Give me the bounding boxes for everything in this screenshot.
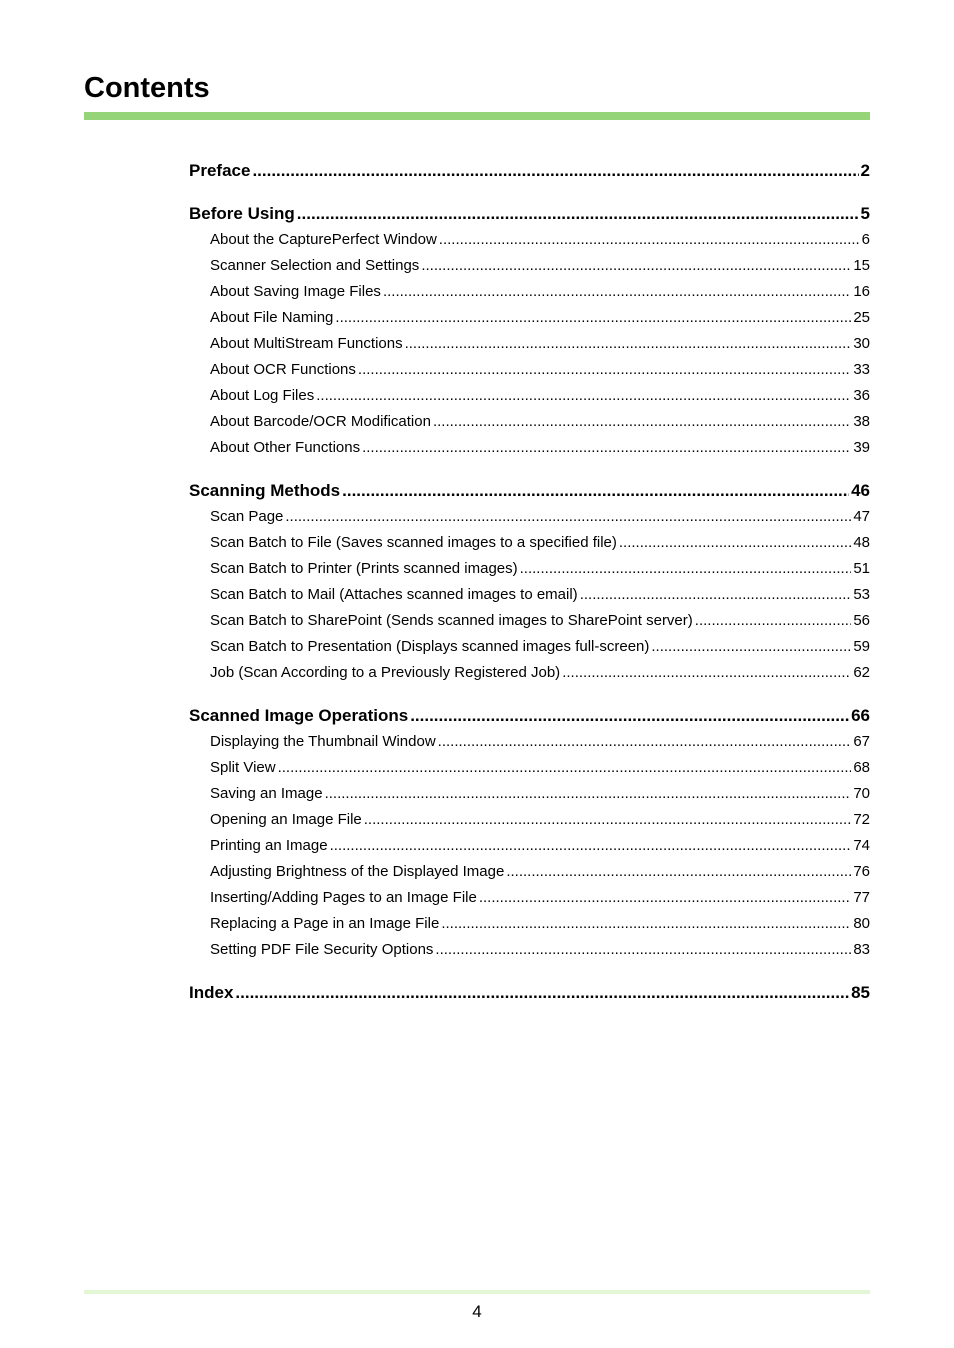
toc-chapter-page: 2 xyxy=(860,161,870,180)
toc-topic-entry[interactable] xyxy=(189,227,870,253)
toc-topic-entry[interactable] xyxy=(189,305,870,331)
dot-leader xyxy=(285,504,851,530)
toc-chapter-page: 5 xyxy=(860,204,870,223)
toc-chapter-page: 46 xyxy=(851,481,870,500)
dot-leader xyxy=(383,279,851,305)
toc-topic-entry[interactable] xyxy=(189,833,870,859)
toc-topic-page: 39 xyxy=(853,439,870,456)
toc-topic-title: Displaying the Thumbnail Window xyxy=(210,733,436,750)
toc-topic-page: 68 xyxy=(853,759,870,776)
toc-topic-page: 74 xyxy=(853,837,870,854)
toc-topic-entry[interactable] xyxy=(189,660,870,686)
toc-topic-entry[interactable] xyxy=(189,755,870,781)
toc-topic-title: Scan Batch to Mail (Attaches scanned images to email) xyxy=(210,586,578,603)
dot-leader xyxy=(278,755,852,781)
toc-topic-title: Adjusting Brightness of the Displayed Image xyxy=(210,863,505,880)
toc-topic-title: Scan Batch to Presentation (Displays scanned images full-screen) xyxy=(210,638,650,655)
toc-chapter-page: 66 xyxy=(851,706,870,725)
toc-section xyxy=(189,158,870,184)
dot-leader xyxy=(520,556,852,582)
toc-topic-page: 30 xyxy=(853,335,870,352)
toc-topic-title: About File Naming xyxy=(210,309,334,326)
dot-leader xyxy=(335,305,851,331)
toc-topic-title: Scanner Selection and Settings xyxy=(210,257,420,274)
toc-topic-title: Job (Scan According to a Previously Registered Job) xyxy=(210,664,561,681)
section-gap xyxy=(189,184,870,201)
dot-leader xyxy=(438,729,852,755)
toc-topic-title: About OCR Functions xyxy=(210,361,356,378)
dot-leader xyxy=(410,703,849,729)
page-title: Contents xyxy=(84,72,210,104)
toc-topic-entry[interactable] xyxy=(189,608,870,634)
dot-leader xyxy=(358,357,851,383)
toc-topic-entry[interactable] xyxy=(189,911,870,937)
toc-topic-title: Scan Batch to Printer (Prints scanned images) xyxy=(210,560,518,577)
toc-topic-entry[interactable] xyxy=(189,409,870,435)
toc-topic-title: Inserting/Adding Pages to an Image File xyxy=(210,889,477,906)
toc-section xyxy=(189,478,870,686)
toc-topic-page: 77 xyxy=(853,889,870,906)
dot-leader xyxy=(651,634,851,660)
toc-topic-page: 53 xyxy=(853,586,870,603)
toc-topic-entry[interactable] xyxy=(189,435,870,461)
toc-topic-title: Setting PDF File Security Options xyxy=(210,941,434,958)
toc-section xyxy=(189,703,870,963)
dot-leader xyxy=(441,911,851,937)
toc-topic-page: 59 xyxy=(853,638,870,655)
toc-topic-title: About the CapturePerfect Window xyxy=(210,231,437,248)
dot-leader xyxy=(695,608,852,634)
toc-chapter-title: Scanning Methods xyxy=(189,481,341,500)
toc-topic-page: 51 xyxy=(853,560,870,577)
toc-topic-title: Scan Batch to File (Saves scanned images to a specified file) xyxy=(210,534,617,551)
toc-topic-entry[interactable] xyxy=(189,729,870,755)
toc-topic-entry[interactable] xyxy=(189,504,870,530)
dot-leader xyxy=(619,530,851,556)
section-gap xyxy=(189,686,870,703)
toc-topic-page: 62 xyxy=(853,664,870,681)
toc-topic-page: 38 xyxy=(853,413,870,430)
toc-topic-title: Printing an Image xyxy=(210,837,328,854)
toc-chapter-entry[interactable] xyxy=(189,478,870,504)
toc-topic-entry[interactable] xyxy=(189,253,870,279)
page-number: 4 xyxy=(472,1302,482,1321)
toc-section xyxy=(189,201,870,461)
toc-topic-page: 76 xyxy=(853,863,870,880)
toc-topic-title: About Saving Image Files xyxy=(210,283,381,300)
footer-rule xyxy=(84,1290,870,1294)
dot-leader xyxy=(330,833,852,859)
toc-topic-page: 47 xyxy=(853,508,870,525)
toc-topic-entry[interactable] xyxy=(189,556,870,582)
toc-topic-title: Saving an Image xyxy=(210,785,323,802)
dot-leader xyxy=(297,201,859,227)
toc-topic-entry[interactable] xyxy=(189,781,870,807)
dot-leader xyxy=(364,807,852,833)
toc-topic-entry[interactable] xyxy=(189,331,870,357)
toc-topic-page: 33 xyxy=(853,361,870,378)
toc-chapter-entry[interactable] xyxy=(189,158,870,184)
toc-topic-title: Opening an Image File xyxy=(210,811,362,828)
toc-topic-page: 48 xyxy=(853,534,870,551)
dot-leader xyxy=(252,158,858,184)
dot-leader xyxy=(479,885,851,911)
table-of-contents xyxy=(189,158,870,1006)
toc-topic-entry[interactable] xyxy=(189,279,870,305)
toc-section xyxy=(189,980,870,1006)
toc-chapter-title: Before Using xyxy=(189,204,295,223)
toc-topic-title: About MultiStream Functions xyxy=(210,335,403,352)
dot-leader xyxy=(342,478,849,504)
section-gap xyxy=(189,963,870,980)
dot-leader xyxy=(439,227,860,253)
toc-topic-entry[interactable] xyxy=(189,859,870,885)
toc-topic-page: 6 xyxy=(861,231,870,248)
toc-topic-entry[interactable] xyxy=(189,530,870,556)
dot-leader xyxy=(316,383,851,409)
toc-topic-title: Split View xyxy=(210,759,276,776)
toc-topic-title: About Other Functions xyxy=(210,439,361,456)
toc-topic-entry[interactable] xyxy=(189,937,870,963)
toc-topic-title: Scan Batch to SharePoint (Sends scanned images to SharePoint server) xyxy=(210,612,693,629)
toc-chapter-entry[interactable] xyxy=(189,980,870,1006)
dot-leader xyxy=(325,781,852,807)
toc-topic-page: 15 xyxy=(853,257,870,274)
toc-topic-entry[interactable] xyxy=(189,357,870,383)
toc-topic-title: Scan Page xyxy=(210,508,284,525)
toc-topic-title: About Log Files xyxy=(210,387,315,404)
dot-leader xyxy=(562,660,851,686)
toc-chapter-title: Scanned Image Operations xyxy=(189,706,409,725)
toc-topic-page: 36 xyxy=(853,387,870,404)
toc-topic-title: About Barcode/OCR Modification xyxy=(210,413,431,430)
toc-chapter-title: Preface xyxy=(189,161,251,180)
dot-leader xyxy=(433,409,851,435)
dot-leader xyxy=(235,980,849,1006)
toc-topic-entry[interactable] xyxy=(189,383,870,409)
toc-chapter-page: 85 xyxy=(851,983,870,1002)
dot-leader xyxy=(405,331,852,357)
toc-topic-entry[interactable] xyxy=(189,807,870,833)
toc-topic-page: 70 xyxy=(853,785,870,802)
toc-topic-page: 72 xyxy=(853,811,870,828)
toc-chapter-entry[interactable] xyxy=(189,201,870,227)
toc-topic-title: Replacing a Page in an Image File xyxy=(210,915,440,932)
toc-topic-page: 16 xyxy=(853,283,870,300)
title-rule xyxy=(84,112,870,120)
dot-leader xyxy=(580,582,852,608)
dot-leader xyxy=(506,859,851,885)
toc-topic-page: 83 xyxy=(853,941,870,958)
toc-chapter-title: Index xyxy=(189,983,234,1002)
toc-topic-entry[interactable] xyxy=(189,634,870,660)
toc-topic-page: 80 xyxy=(853,915,870,932)
toc-topic-page: 25 xyxy=(853,309,870,326)
toc-topic-page: 56 xyxy=(853,612,870,629)
section-gap xyxy=(189,461,870,478)
dot-leader xyxy=(435,937,851,963)
toc-chapter-entry[interactable] xyxy=(189,703,870,729)
toc-topic-page: 67 xyxy=(853,733,870,750)
toc-topic-entry[interactable] xyxy=(189,885,870,911)
dot-leader xyxy=(362,435,851,461)
dot-leader xyxy=(421,253,851,279)
toc-topic-entry[interactable] xyxy=(189,582,870,608)
